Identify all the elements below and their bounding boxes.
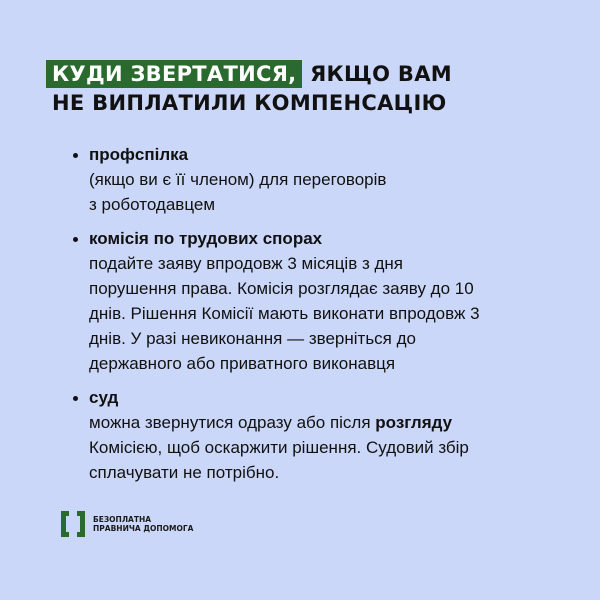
logo-line-1: БЕЗОПЛАТНА <box>93 515 152 524</box>
bullet-icon <box>73 153 78 158</box>
list-item-court <box>72 385 552 485</box>
title-line-1 <box>52 60 452 89</box>
right-bracket-icon <box>77 511 85 537</box>
item-text: порушення права. Комісія розглядає заяву до 10 <box>89 279 474 298</box>
logo-line-2: ПРАВНИЧА ДОПОМОГА <box>93 524 194 533</box>
item-text: днів. Рішення Комісії мають виконати впродовж 3 <box>89 304 480 323</box>
list-item-trade-union <box>72 142 552 217</box>
logo-text <box>93 515 193 533</box>
left-bracket-icon <box>61 511 69 537</box>
title-highlight: КУДИ ЗВЕРТАТИСЯ, <box>46 60 302 88</box>
item-text: сплачувати не потрібно. <box>89 463 280 482</box>
options-list <box>72 142 552 494</box>
item-heading: суд <box>89 388 119 407</box>
page-title <box>52 60 452 118</box>
item-text <box>89 410 552 435</box>
title-rest: ЯКЩО ВАМ <box>310 62 452 86</box>
bullet-icon <box>73 396 78 401</box>
title-line-2: НЕ ВИПЛАТИЛИ КОМПЕНСАЦІЮ <box>52 91 447 115</box>
item-text: з роботодавцем <box>89 195 216 214</box>
item-text: державного або приватного виконавця <box>89 354 396 373</box>
bullet-icon <box>73 237 78 242</box>
item-heading: комісія по трудових спорах <box>89 229 323 248</box>
logo <box>61 511 193 537</box>
item-heading: профспілка <box>89 145 189 164</box>
item-text: Комісією, щоб оскаржити рішення. Судовий збір <box>89 438 469 457</box>
item-text-part: можна звернутися одразу або після <box>89 413 376 432</box>
item-text: (якщо ви є її членом) для переговорів <box>89 170 387 189</box>
item-text-bold: розгляду <box>375 413 453 432</box>
item-text: подайте заяву впродовж 3 місяців з дня <box>89 254 403 273</box>
item-text: днів. У разі невиконання — зверніться до <box>89 329 416 348</box>
list-item-labor-commission <box>72 226 552 376</box>
